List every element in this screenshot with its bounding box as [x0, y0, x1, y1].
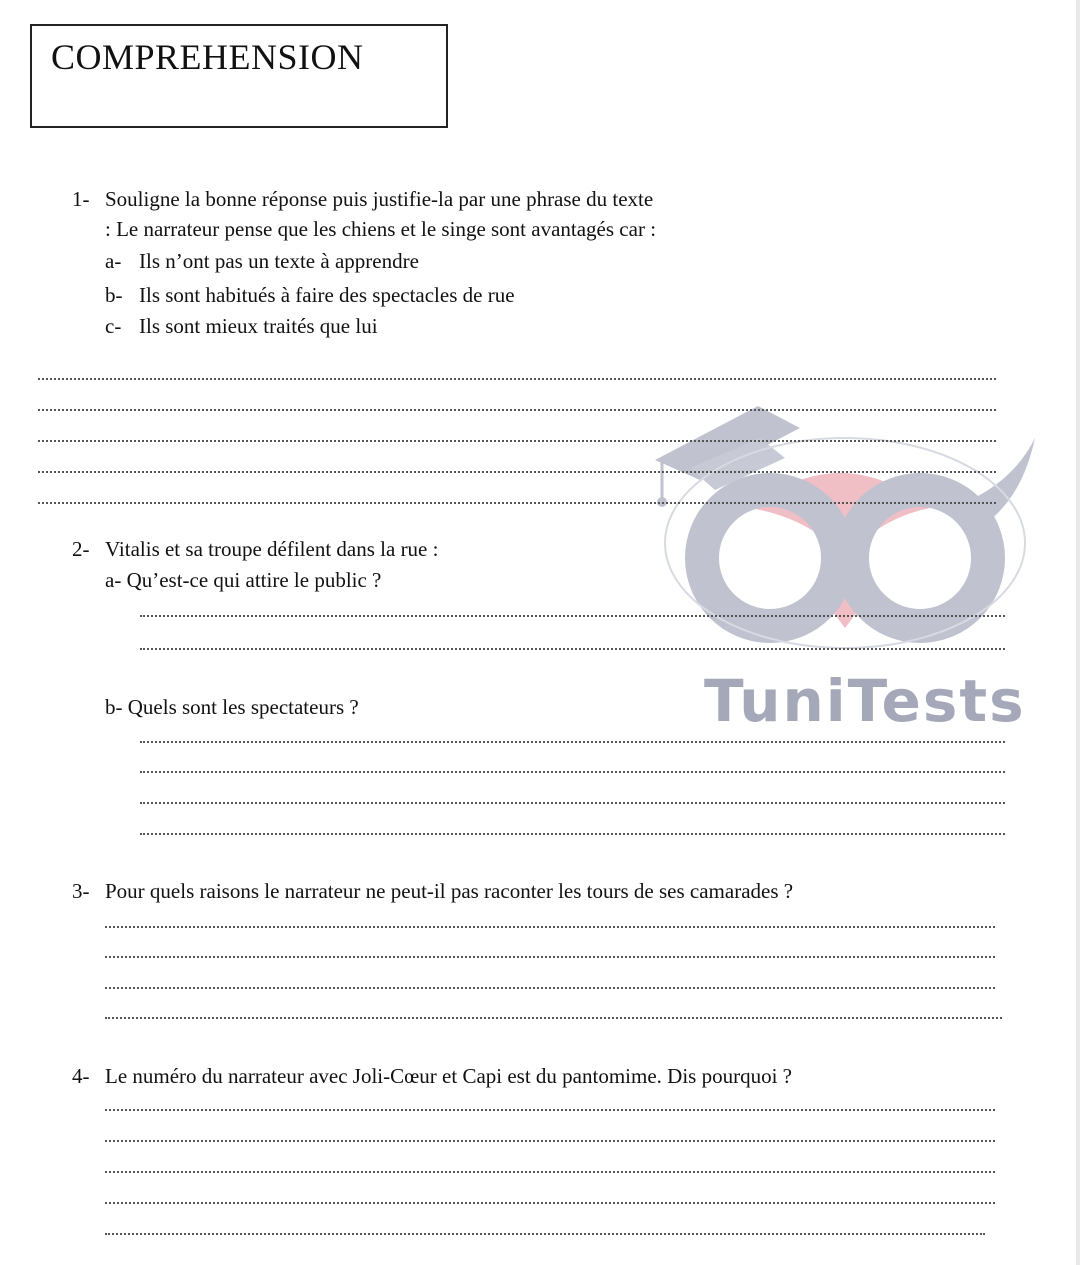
answer-line[interactable]: [105, 1140, 995, 1142]
page-title: COMPREHENSION: [51, 37, 364, 77]
answer-line[interactable]: [105, 987, 995, 989]
answer-line[interactable]: [105, 1109, 995, 1111]
answer-line[interactable]: [105, 956, 995, 958]
answer-line[interactable]: [105, 1233, 985, 1235]
answer-line[interactable]: [140, 802, 1005, 804]
q1-statement: : Le narrateur pense que les chiens et le singe sont avantagés car :: [105, 217, 657, 241]
q4-number: 4-: [72, 1064, 90, 1088]
answer-line[interactable]: [38, 409, 996, 411]
q1-option-text: Ils sont habitués à faire des spectacles de rue: [139, 283, 515, 307]
q1-option-text: Ils sont mieux traités que lui: [139, 314, 378, 338]
q2a-question: a- Qu’est-ce qui attire le public ?: [105, 568, 382, 592]
q2b-question: b- Quels sont les spectateurs ?: [105, 695, 359, 719]
q1-number: 1-: [72, 187, 90, 211]
q3-text: Pour quels raisons le narrateur ne peut-il pas raconter les tours de ses camarades ?: [105, 879, 794, 903]
watermark-brand: TuniTests: [704, 667, 1026, 735]
page-edge: [1076, 0, 1080, 1265]
q2-text: Vitalis et sa troupe défilent dans la rue :: [105, 537, 439, 561]
answer-line[interactable]: [140, 741, 1005, 743]
answer-line[interactable]: [38, 378, 996, 380]
answer-line[interactable]: [38, 502, 996, 504]
q1-option-letter: b-: [105, 283, 123, 307]
answer-line[interactable]: [105, 1171, 995, 1173]
q1-option-letter: c-: [105, 314, 122, 338]
q1-instruction: Souligne la bonne réponse puis justifie-la par une phrase du texte: [105, 187, 654, 211]
answer-line[interactable]: [140, 771, 1005, 773]
answer-line[interactable]: [140, 615, 1005, 617]
title-box: [30, 24, 448, 128]
q2-number: 2-: [72, 537, 90, 561]
answer-line[interactable]: [140, 648, 1005, 650]
answer-line[interactable]: [38, 440, 996, 442]
q1-option-letter: a-: [105, 249, 122, 273]
answer-line[interactable]: [140, 833, 1005, 835]
answer-line[interactable]: [105, 1202, 995, 1204]
q3-number: 3-: [72, 879, 90, 903]
q1-option-text: Ils n’ont pas un texte à apprendre: [139, 249, 419, 273]
answer-line[interactable]: [105, 926, 995, 928]
q4-text: Le numéro du narrateur avec Joli-Cœur et Capi est du pantomime. Dis pourquoi ?: [105, 1064, 792, 1088]
answer-line[interactable]: [38, 471, 996, 473]
answer-line[interactable]: [105, 1017, 1002, 1019]
